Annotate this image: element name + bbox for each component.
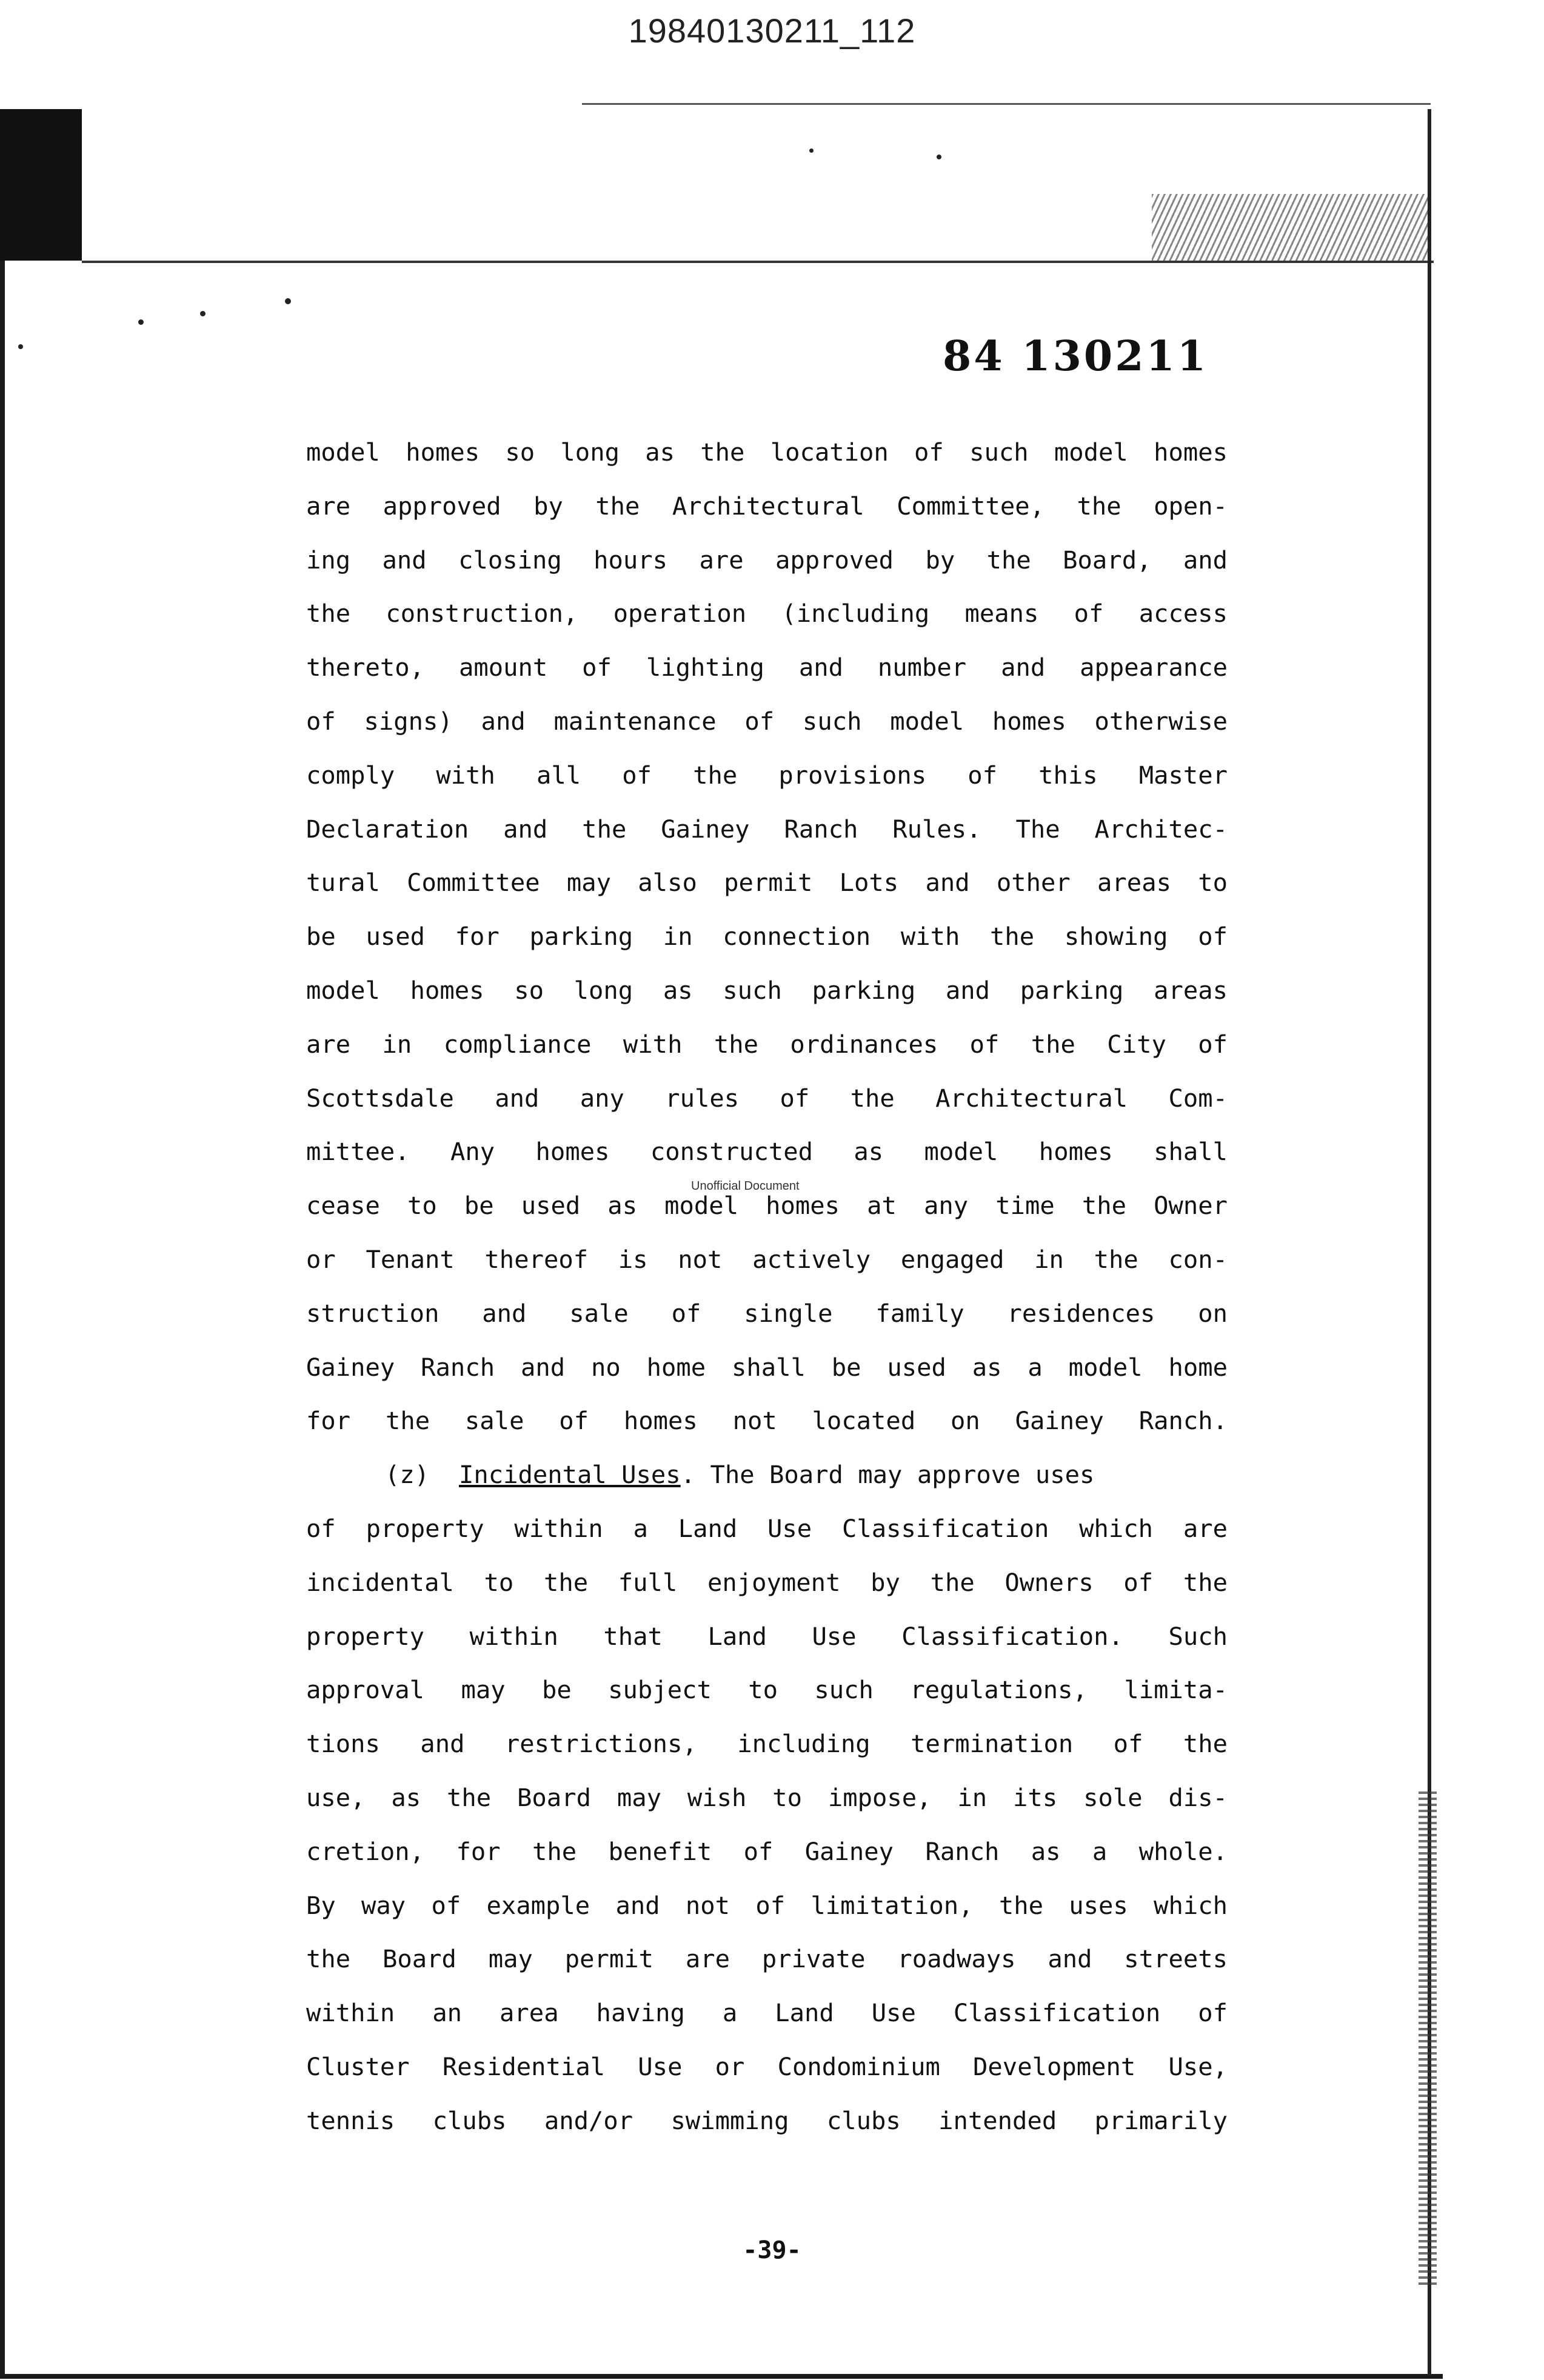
text-line: or Tenant thereof is not actively engaged in the con-: [306, 1244, 1228, 1274]
text-line: are approved by the Architectural Committee, the open-: [306, 491, 1228, 521]
text-line: cease to be used as model homes at any time the Owner: [306, 1191, 1228, 1221]
text-line: within an area having a Land Use Classification of: [306, 1998, 1228, 2028]
text-line: Declaration and the Gainey Ranch Rules. The Architec-: [306, 814, 1228, 844]
text-line: Cluster Residential Use or Condominium Development Use,: [306, 2052, 1228, 2081]
text-line: cretion, for the benefit of Gainey Ranch as a whole.: [306, 1836, 1228, 1866]
text-line: comply with all of the provisions of this Master: [306, 760, 1228, 790]
text-line: model homes so long as the location of such model homes: [306, 438, 1228, 467]
text-line: be used for parking in connection with the showing of: [306, 922, 1228, 952]
section-heading-line: [306, 1448, 1228, 1502]
scan-speckle: [937, 155, 941, 159]
scan-noise-top-right: [1152, 194, 1431, 261]
text-line: incidental to the full enjoyment by the Owners of the: [306, 1567, 1228, 1597]
text-line: Gainey Ranch and no home shall be used as a model home: [306, 1352, 1228, 1382]
unofficial-document-watermark: Unofficial Document: [691, 1179, 800, 1193]
scan-speckle: [200, 311, 206, 316]
section-heading: Incidental Uses: [458, 1460, 681, 1490]
text-line: mittee. Any homes constructed as model homes shall: [306, 1137, 1228, 1167]
document-id: 19840130211_112: [628, 12, 916, 50]
text-line: the Board may permit are private roadways and streets: [306, 1944, 1228, 1974]
scan-noise-right: [1419, 1788, 1437, 2285]
text-line: property within that Land Use Classification. Such: [306, 1621, 1228, 1651]
scan-speckle: [285, 298, 291, 304]
document-body: [306, 425, 1228, 2148]
text-line: are in compliance with the ordinances of the City of: [306, 1029, 1228, 1059]
text-line: use, as the Board may wish to impose, in its sole dis-: [306, 1782, 1228, 1812]
text-line: thereto, amount of lighting and number and appearance: [306, 653, 1228, 682]
text-line: struction and sale of single family residences on: [306, 1298, 1228, 1328]
text-line: Scottsdale and any rules of the Architectural Com-: [306, 1083, 1228, 1113]
text-line: the construction, operation (including means of access: [306, 599, 1228, 628]
scan-speckle: [809, 148, 814, 153]
text-line: model homes so long as such parking and parking areas: [306, 975, 1228, 1005]
page-number: -39-: [743, 2236, 801, 2264]
text-line: tural Committee may also permit Lots and other areas to: [306, 868, 1228, 898]
text-line: By way of example and not of limitation, the uses which: [306, 1890, 1228, 1920]
scan-top-edge: [582, 103, 1431, 105]
recorder-number: 84 130211: [943, 332, 1209, 381]
section-heading-rest: . The Board may approve uses: [680, 1460, 1095, 1490]
text-line: tennis clubs and/or swimming clubs intended primarily: [306, 2105, 1228, 2135]
scan-top-line: [82, 261, 1434, 263]
text-line: ing and closing hours are approved by the Board, and: [306, 545, 1228, 575]
scan-speckle: [138, 319, 144, 325]
text-line: of property within a Land Use Classification which are: [306, 1513, 1228, 1543]
text-line: for the sale of homes not located on Gainey Ranch.: [306, 1406, 1228, 1436]
section-number: (z): [385, 1460, 430, 1490]
scan-speckle: [18, 344, 23, 349]
text-line: of signs) and maintenance of such model homes otherwise: [306, 706, 1228, 736]
scan-dark-corner: [0, 109, 82, 261]
text-line: tions and restrictions, including termination of the: [306, 1729, 1228, 1759]
text-line: approval may be subject to such regulations, limita-: [306, 1675, 1228, 1705]
